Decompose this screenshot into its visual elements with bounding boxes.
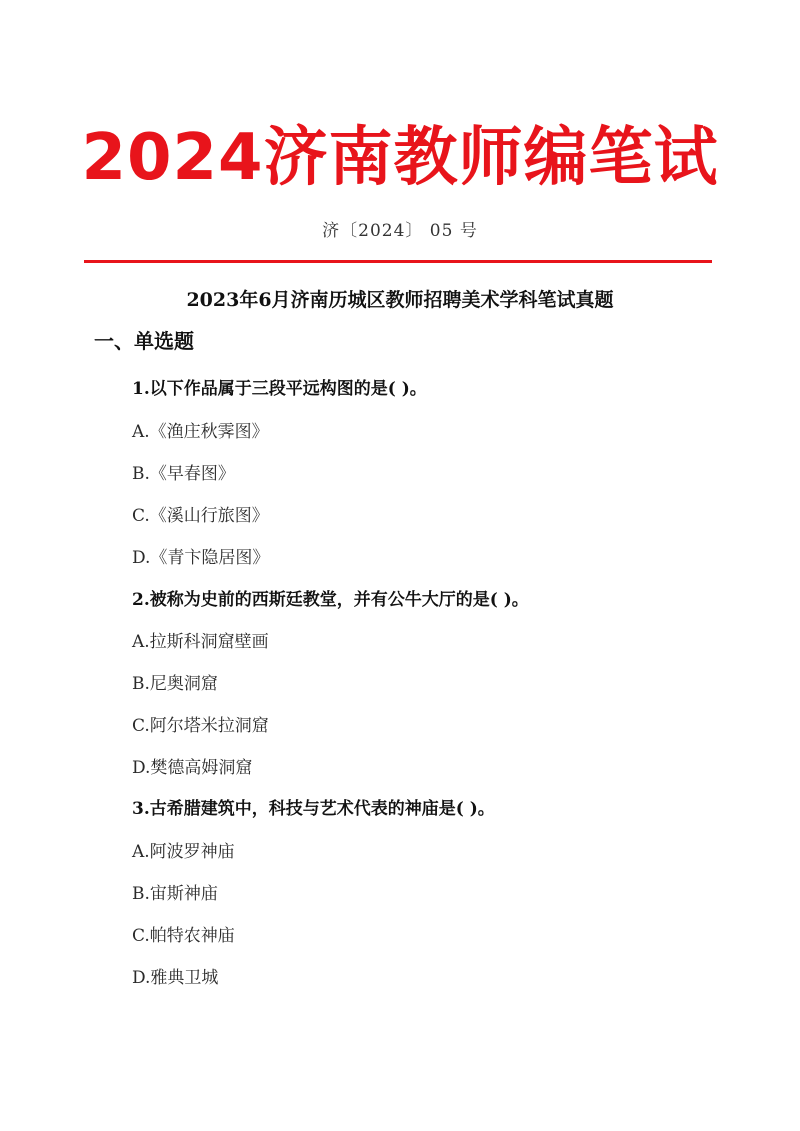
question-3-option-a: A.阿波罗神庙 <box>132 842 235 862</box>
question-2-option-b: B.尼奥洞窟 <box>132 674 218 694</box>
question-1-option-b: B.《早春图》 <box>132 464 235 484</box>
question-1-option-c: C.《溪山行旅图》 <box>132 506 269 526</box>
question-1-stem: 1.以下作品属于三段平远构图的是( )。 <box>132 379 427 399</box>
banner-title: 2024济南教师编笔试 <box>81 121 719 195</box>
question-2-option-a: A.拉斯科洞窟壁画 <box>132 632 269 652</box>
question-3-option-c: C.帕特农神庙 <box>132 926 235 946</box>
red-divider <box>84 260 712 263</box>
question-2-option-c: C.阿尔塔米拉洞窟 <box>132 716 269 736</box>
paper-title: 2023年6月济南历城区教师招聘美术学科笔试真题 <box>186 289 614 311</box>
question-2-option-d: D.樊德高姆洞窟 <box>132 758 253 778</box>
document-number: 济〔2024〕 05 号 <box>322 221 478 241</box>
section-heading: 一、单选题 <box>94 329 194 353</box>
question-3-option-d: D.雅典卫城 <box>132 968 219 988</box>
question-3-option-b: B.宙斯神庙 <box>132 884 218 904</box>
question-1-option-a: A.《渔庄秋霁图》 <box>132 422 269 442</box>
question-2-stem: 2.被称为史前的西斯廷教堂，并有公牛大厅的是( )。 <box>132 590 529 610</box>
question-3-stem: 3.古希腊建筑中，科技与艺术代表的神庙是( )。 <box>132 799 495 819</box>
question-1-option-d: D.《青卞隐居图》 <box>132 548 270 568</box>
